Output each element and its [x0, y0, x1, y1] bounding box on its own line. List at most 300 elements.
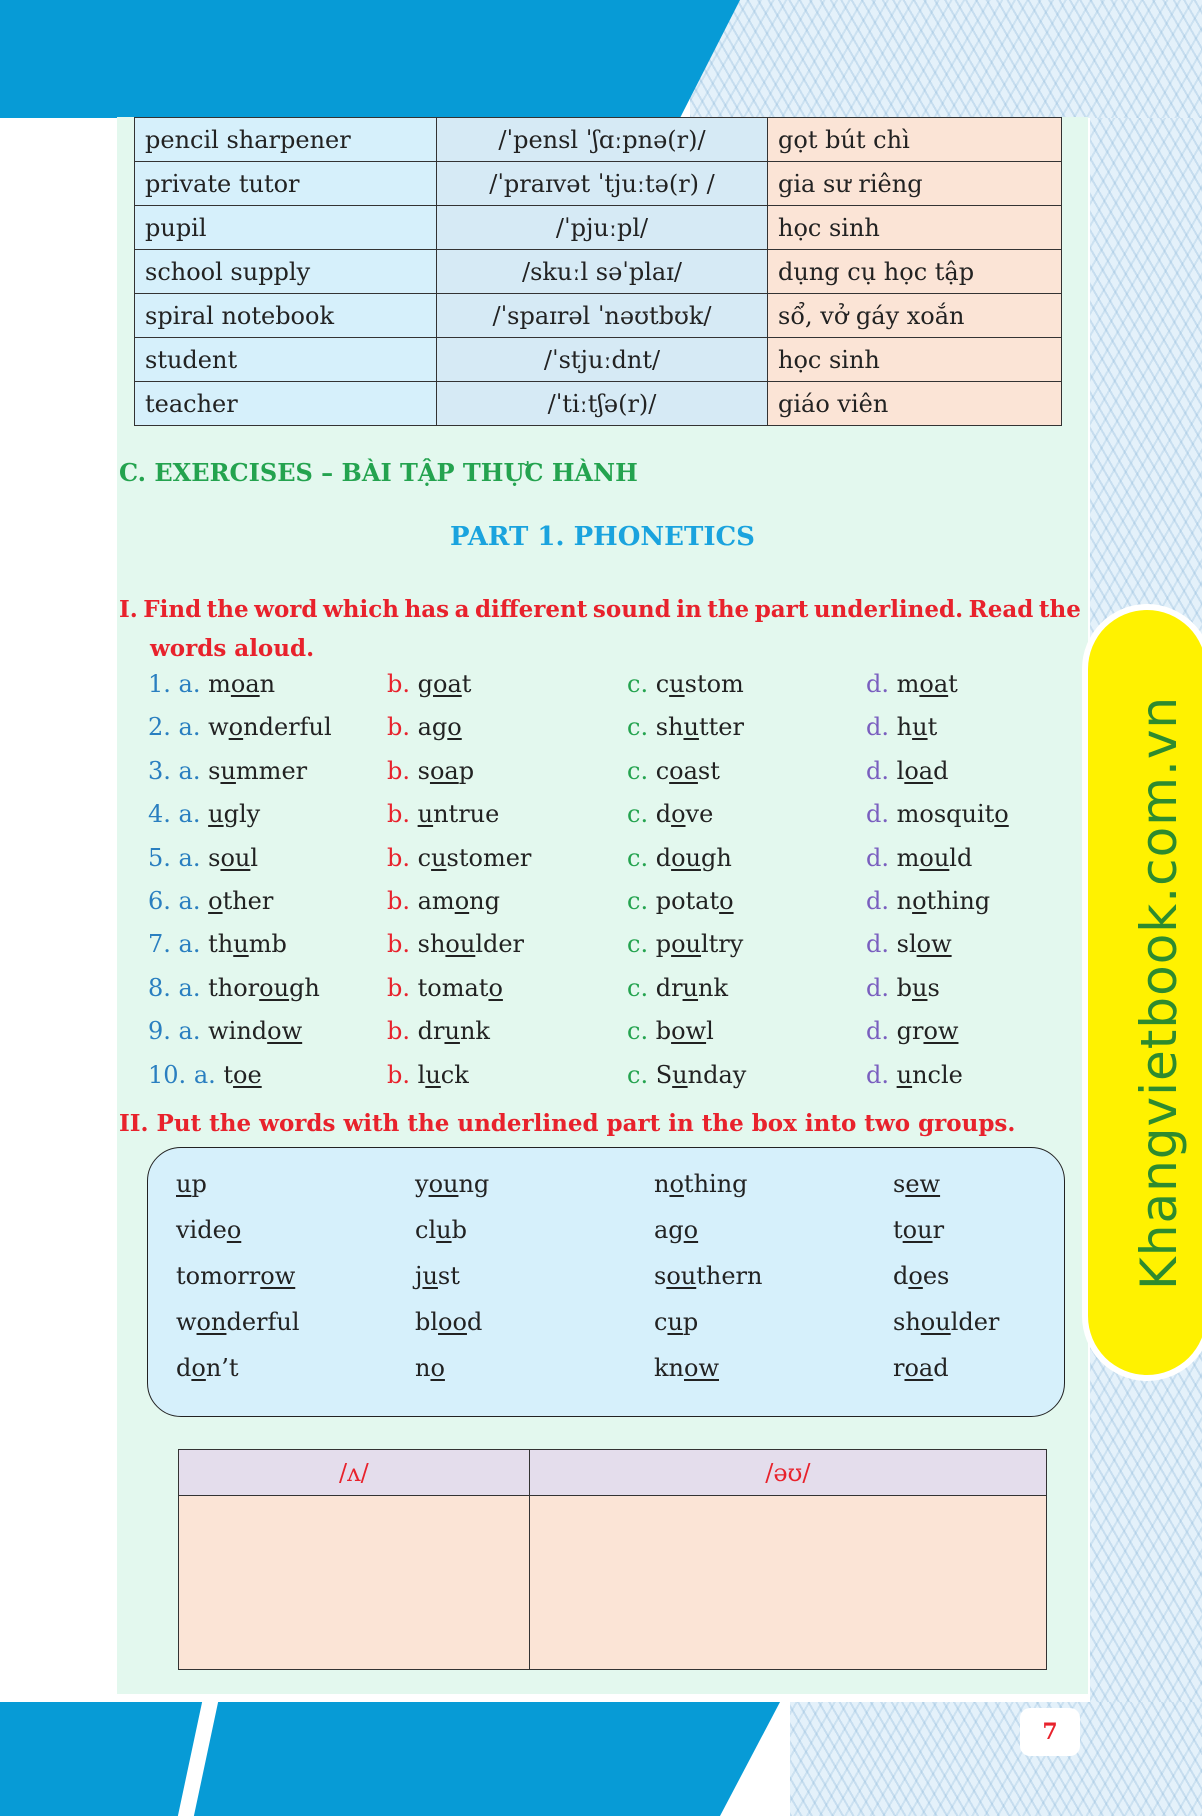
option-word-post: n — [259, 670, 276, 698]
option-word-ul: oe — [233, 1060, 262, 1089]
question-number: 1. — [148, 670, 171, 698]
option-letter: c. — [627, 670, 656, 698]
option-word-ul: u — [912, 973, 928, 1002]
background-pattern-bottom — [790, 1702, 1202, 1816]
option-letter: c. — [627, 973, 656, 1002]
option-letter: b. — [387, 886, 418, 915]
vocab-ipa: /ˈtiːtʃə(r)/ — [437, 382, 768, 426]
option-word-post: ve — [685, 800, 714, 829]
option-word-ul: ow — [923, 1017, 959, 1046]
option-word-pre: tomat — [417, 973, 489, 1002]
top-blue-band — [0, 0, 740, 118]
option-b[interactable] — [387, 1017, 490, 1045]
exercise1-questions — [148, 670, 1048, 1104]
answer-col-header-2: /əʊ/ — [529, 1450, 1046, 1496]
page-number: 7 — [1020, 1708, 1080, 1756]
option-word-pre: l — [896, 756, 905, 785]
word-box-word-post: r — [932, 1216, 945, 1244]
option-a[interactable] — [148, 670, 275, 698]
option-word-ul: oa — [669, 756, 698, 785]
option-word-post: tter — [698, 713, 744, 742]
question-number: 2. — [148, 713, 171, 742]
word-box-word-pre: n — [415, 1354, 431, 1382]
option-word-ul: ou — [445, 930, 476, 959]
answer-table — [178, 1449, 1047, 1670]
option-word-post: lder — [475, 930, 525, 959]
option-word-ul: u — [220, 756, 236, 785]
instruction-word: Find — [143, 596, 202, 623]
exercise2-instruction: II. Put the words with the underlined part in the box into two groups. — [119, 1110, 1016, 1137]
option-word-pre: thor — [208, 973, 260, 1002]
exercise1-instruction-line2: words aloud. — [150, 635, 315, 662]
option-word-pre: th — [208, 930, 234, 959]
option-word-post: ltry — [700, 930, 744, 959]
vocabulary-table — [134, 117, 1062, 426]
word-box-item — [415, 1216, 654, 1262]
option-word-pre: S — [655, 1060, 673, 1089]
option-b[interactable] — [387, 844, 531, 872]
option-word-ul: u — [417, 800, 434, 829]
word-box-item — [176, 1170, 415, 1216]
option-d[interactable] — [866, 930, 952, 958]
word-box-word-ul: ou — [666, 1262, 697, 1290]
word-box-word-post: st — [437, 1262, 460, 1290]
vocab-ipa: /ˈstjuːdnt/ — [437, 338, 768, 382]
option-d[interactable] — [866, 757, 948, 785]
option-word-ul: u — [682, 973, 699, 1002]
vocab-ipa: /ˈpjuːpl/ — [437, 206, 768, 250]
vocab-term: school supply — [135, 250, 437, 294]
vocab-ipa: /ˈpraɪvət ˈtjuːtə(r) / — [437, 162, 768, 206]
option-word-pre: l — [417, 1060, 426, 1089]
option-word-pre: c — [417, 843, 432, 872]
option-word-post: st — [697, 756, 720, 785]
option-letter: a. — [193, 1060, 224, 1089]
option-b[interactable] — [387, 713, 462, 741]
word-box-word-pre: y — [415, 1170, 429, 1198]
word-box-word-ul: o — [683, 1216, 699, 1244]
question-number: 9. — [148, 1017, 171, 1046]
word-box-word-pre: cl — [415, 1216, 437, 1244]
answer-cell-2[interactable] — [529, 1496, 1046, 1670]
option-word-pre: d — [655, 843, 672, 872]
option-word-pre: w — [208, 713, 229, 742]
option-word-post: l — [706, 1017, 714, 1046]
question-row — [148, 713, 1048, 756]
option-word-pre: m — [896, 843, 920, 872]
option-word-post: t — [461, 670, 472, 698]
background-pattern-top — [690, 0, 1202, 118]
part-title: PART 1. PHONETICS — [450, 522, 755, 552]
question-number: 10. — [148, 1060, 187, 1089]
instruction-word: the — [1038, 596, 1081, 623]
option-word-pre: s — [417, 756, 430, 785]
option-word-post: mmer — [235, 756, 308, 785]
option-letter: d. — [866, 1017, 897, 1046]
word-box-word-ul: u — [436, 1216, 452, 1244]
word-box-word-pre: vide — [176, 1216, 227, 1244]
option-letter: d. — [866, 886, 897, 915]
option-d[interactable] — [866, 713, 937, 741]
vocab-term: pencil sharpener — [135, 118, 437, 162]
option-c[interactable] — [627, 670, 744, 698]
option-letter: c. — [627, 930, 656, 959]
option-word-ul: ou — [919, 843, 950, 872]
word-box-word-ul: oa — [904, 1354, 934, 1382]
option-word-pre: dr — [655, 973, 683, 1002]
vocab-meaning: gọt bút chì — [768, 118, 1062, 162]
word-box-word-pre: ag — [654, 1216, 684, 1244]
vocab-row — [135, 206, 1062, 250]
word-box-word-ul: ou — [920, 1308, 951, 1336]
option-letter: c. — [627, 1017, 656, 1046]
option-letter: c. — [627, 843, 656, 872]
word-box-word-post: p — [682, 1308, 699, 1336]
option-word-ul: ow — [671, 1017, 707, 1046]
instruction-word: which — [322, 596, 399, 623]
option-a[interactable] — [148, 713, 332, 741]
vocab-ipa: /ˈspaɪrəl ˈnəʊtbʊk/ — [437, 294, 768, 338]
question-number: 7. — [148, 930, 171, 959]
vocab-meaning: học sinh — [768, 206, 1062, 250]
option-letter: a. — [178, 670, 209, 698]
instruction-word: part — [754, 596, 809, 623]
option-a[interactable] — [148, 800, 260, 828]
word-box-word-pre: d — [893, 1262, 909, 1290]
question-row — [148, 1017, 1048, 1060]
option-d[interactable] — [866, 1017, 958, 1045]
question-row — [148, 844, 1048, 887]
word-box-item — [654, 1262, 893, 1308]
word-box-word-ul: ou — [428, 1170, 459, 1198]
option-word-pre: sh — [655, 713, 684, 742]
answer-cell-1[interactable] — [179, 1496, 530, 1670]
instruction-word: Read — [968, 596, 1034, 623]
option-a[interactable] — [148, 757, 307, 785]
option-letter: b. — [387, 930, 418, 959]
option-word-ul: u — [233, 930, 249, 959]
question-row — [148, 1061, 1048, 1104]
option-letter: b. — [387, 756, 418, 785]
option-word-post: nday — [687, 1060, 747, 1089]
word-box-word-pre: r — [893, 1354, 905, 1382]
instruction-word: sound — [592, 596, 671, 623]
option-word-pre: b — [655, 1017, 672, 1046]
word-box-word-pre: c — [654, 1308, 668, 1336]
word-box-item — [415, 1354, 654, 1400]
vocab-meaning: học sinh — [768, 338, 1062, 382]
option-word-pre: c — [655, 670, 670, 698]
option-word-post: ck — [440, 1060, 469, 1089]
option-word-post: t — [927, 713, 938, 742]
vocab-ipa: /skuːl səˈplaɪ/ — [437, 250, 768, 294]
option-c[interactable] — [627, 930, 743, 958]
word-box-word-pre: d — [176, 1354, 192, 1382]
vocab-meaning: giáo viên — [768, 382, 1062, 426]
word-box-word-ul: ou — [902, 1216, 933, 1244]
option-letter: d. — [866, 756, 897, 785]
option-word-ul: oa — [433, 670, 462, 698]
option-word-pre: sh — [417, 930, 446, 959]
option-b[interactable] — [387, 670, 471, 698]
option-word-ul: ow — [267, 1017, 303, 1046]
option-letter: a. — [178, 843, 209, 872]
option-word-ul: u — [672, 1060, 688, 1089]
word-box-item — [415, 1262, 654, 1308]
option-word-post: p — [458, 756, 475, 785]
option-d[interactable] — [866, 800, 1009, 828]
option-word-pre: s — [208, 843, 221, 872]
instruction-word: I. — [119, 596, 138, 623]
answer-col-header-1: /ʌ/ — [179, 1450, 530, 1496]
option-b[interactable] — [387, 887, 500, 915]
option-word-pre: potat — [655, 886, 720, 915]
question-number: 6. — [148, 886, 171, 915]
option-c[interactable] — [627, 713, 744, 741]
word-box-word-post: d — [466, 1308, 483, 1336]
option-word-ul: o — [454, 886, 470, 915]
instruction-word: has — [404, 596, 450, 623]
instruction-word: different — [474, 596, 588, 623]
option-word-ul: u — [683, 713, 699, 742]
option-word-post: l — [250, 843, 259, 872]
word-box-item — [176, 1354, 415, 1400]
option-d[interactable] — [866, 887, 990, 915]
word-box-item — [893, 1354, 1132, 1400]
word-box-word-post: ng — [458, 1170, 490, 1198]
word-box-word-ul: ow — [260, 1262, 296, 1290]
option-letter: d. — [866, 930, 897, 959]
option-c[interactable] — [627, 1017, 714, 1045]
option-word-post: ng — [469, 886, 500, 915]
option-word-ul: o — [447, 713, 462, 742]
option-word-post: nk — [459, 1017, 490, 1046]
option-letter: d. — [866, 800, 897, 829]
bottom-blue-band — [0, 1702, 800, 1816]
option-word-post: stom — [684, 670, 744, 698]
word-box-item — [415, 1170, 654, 1216]
option-letter: b. — [387, 843, 418, 872]
word-box-item — [654, 1216, 893, 1262]
word-box-item — [176, 1262, 415, 1308]
option-c[interactable] — [627, 1061, 746, 1089]
option-word-ul: u — [425, 1060, 441, 1089]
option-word-ul: ou — [671, 843, 701, 872]
question-row — [148, 800, 1048, 843]
option-word-pre: t — [223, 1060, 234, 1089]
vocab-term: student — [135, 338, 437, 382]
word-box-word-pre: s — [654, 1262, 667, 1290]
option-a[interactable] — [148, 1017, 302, 1045]
option-word-post: ncle — [912, 1060, 963, 1089]
option-word-post: ther — [222, 886, 274, 915]
option-word-pre: p — [655, 930, 672, 959]
option-c[interactable] — [627, 757, 720, 785]
option-d[interactable] — [866, 844, 972, 872]
option-word-ul: oa — [429, 756, 459, 785]
vocab-row — [135, 162, 1062, 206]
option-d[interactable] — [866, 670, 958, 698]
option-word-pre: d — [655, 800, 672, 829]
word-box-word-ul: ew — [905, 1170, 941, 1198]
option-word-post: s — [927, 973, 940, 1002]
word-box-word-ul: on — [196, 1308, 227, 1336]
option-word-pre: s — [208, 756, 221, 785]
option-c[interactable] — [627, 887, 734, 915]
option-b[interactable] — [387, 1061, 469, 1089]
option-word-pre: gr — [896, 1017, 924, 1046]
option-word-pre: wind — [208, 1017, 268, 1046]
word-box-word-ul: o — [226, 1216, 242, 1244]
option-word-post: ntrue — [433, 800, 500, 829]
word-box-word-post: thing — [683, 1170, 748, 1198]
instruction-word: in — [676, 596, 702, 623]
option-word-post: mb — [248, 930, 287, 959]
option-word-post: ld — [949, 843, 973, 872]
section-c-title: C. EXERCISES – BÀI TẬP THỰC HÀNH — [119, 458, 638, 487]
option-word-post: gh — [289, 973, 320, 1002]
vocab-term: spiral notebook — [135, 294, 437, 338]
option-word-pre: mosquit — [896, 800, 995, 829]
option-word-ul: u — [208, 800, 224, 829]
word-box-word-ul: u — [176, 1170, 192, 1198]
option-letter: b. — [387, 800, 418, 829]
word-box — [147, 1147, 1065, 1417]
option-d[interactable] — [866, 974, 940, 1002]
word-box-word-pre: n — [654, 1170, 670, 1198]
option-letter: a. — [178, 756, 209, 785]
word-box-word-ul: o — [430, 1354, 445, 1382]
option-word-pre: c — [655, 756, 670, 785]
word-box-word-post: p — [191, 1170, 207, 1198]
option-word-post: nderful — [243, 713, 332, 742]
instruction-word: the — [206, 596, 249, 623]
word-box-word-pre: sh — [893, 1308, 921, 1336]
word-box-word-ul: oo — [438, 1308, 467, 1336]
option-word-post: t — [948, 670, 958, 698]
word-box-word-ul: o — [669, 1170, 684, 1198]
word-box-word-pre: tomorr — [176, 1262, 261, 1290]
word-box-word-pre: t — [893, 1216, 903, 1244]
question-row — [148, 887, 1048, 930]
word-box-word-post: derful — [226, 1308, 300, 1336]
option-word-post: nk — [698, 973, 729, 1002]
option-word-ul: oa — [230, 670, 260, 698]
word-box-item — [654, 1354, 893, 1400]
option-b[interactable] — [387, 757, 474, 785]
option-word-ul: o — [228, 713, 244, 742]
option-letter: d. — [866, 1060, 897, 1089]
option-word-post: stomer — [446, 843, 532, 872]
vocab-row — [135, 382, 1062, 426]
option-word-ul: u — [444, 1017, 460, 1046]
question-number: 5. — [148, 843, 171, 872]
vocab-meaning: sổ, vở gáy xoắn — [768, 294, 1062, 338]
question-number: 4. — [148, 800, 171, 829]
option-b[interactable] — [387, 930, 524, 958]
option-letter: b. — [387, 670, 418, 698]
option-c[interactable] — [627, 974, 728, 1002]
option-word-post: gly — [223, 800, 261, 829]
option-letter: c. — [627, 756, 656, 785]
option-word-ul: o — [488, 973, 503, 1002]
word-box-word-ul: o — [908, 1262, 923, 1290]
instruction-word: word — [254, 596, 318, 623]
word-box-word-post: b — [451, 1216, 467, 1244]
option-letter: d. — [866, 670, 897, 698]
option-letter: b. — [387, 713, 418, 742]
option-letter: a. — [178, 713, 209, 742]
option-word-pre: m — [208, 670, 231, 698]
option-d[interactable] — [866, 1061, 963, 1089]
question-row — [148, 974, 1048, 1017]
option-word-ul: ou — [259, 973, 290, 1002]
vocab-row — [135, 338, 1062, 382]
option-b[interactable] — [387, 800, 499, 828]
option-letter: a. — [178, 1017, 209, 1046]
word-box-word-ul: o — [191, 1354, 206, 1382]
question-row — [148, 670, 1048, 713]
option-a[interactable] — [148, 930, 287, 958]
option-word-ul: ow — [916, 930, 952, 959]
option-word-pre: h — [896, 713, 913, 742]
option-c[interactable] — [627, 844, 732, 872]
option-word-pre: n — [896, 886, 913, 915]
word-box-word-post: d — [933, 1354, 949, 1382]
option-word-pre: sl — [896, 930, 917, 959]
option-a[interactable] — [148, 1061, 262, 1089]
option-word-post: gh — [700, 843, 732, 872]
question-number: 3. — [148, 756, 171, 785]
vocab-term: teacher — [135, 382, 437, 426]
word-box-word-pre: w — [176, 1308, 197, 1336]
option-b[interactable] — [387, 974, 503, 1002]
option-a[interactable] — [148, 887, 273, 915]
word-box-word-post: lder — [950, 1308, 1000, 1336]
vocab-term: pupil — [135, 206, 437, 250]
word-box-item — [176, 1308, 415, 1354]
word-box-word-pre: kn — [654, 1354, 684, 1382]
option-word-pre: m — [896, 670, 920, 698]
word-box-item — [654, 1308, 893, 1354]
question-row — [148, 930, 1048, 973]
option-letter: b. — [387, 1060, 418, 1089]
option-word-ul: ou — [671, 930, 701, 959]
question-row — [148, 757, 1048, 800]
option-letter: c. — [627, 1060, 656, 1089]
instruction-word: a — [454, 596, 470, 623]
option-word-ul: u — [431, 843, 447, 872]
question-number: 8. — [148, 973, 171, 1002]
vocab-row — [135, 294, 1062, 338]
option-word-ul: o — [994, 800, 1009, 829]
option-word-ul: u — [912, 713, 928, 742]
word-box-word-pre: j — [415, 1262, 423, 1290]
option-a[interactable] — [148, 844, 258, 872]
option-word-ul: u — [896, 1060, 913, 1089]
option-letter: a. — [178, 930, 209, 959]
vocab-term: private tutor — [135, 162, 437, 206]
word-box-word-ul: u — [667, 1308, 683, 1336]
option-letter: c. — [627, 713, 656, 742]
option-a[interactable] — [148, 974, 320, 1002]
option-word-ul: o — [671, 800, 686, 829]
word-box-word-ul: ow — [684, 1354, 719, 1382]
option-word-ul: oa — [904, 756, 934, 785]
option-c[interactable] — [627, 800, 713, 828]
word-box-word-post: thern — [696, 1262, 763, 1290]
option-word-pre: g — [417, 670, 433, 698]
